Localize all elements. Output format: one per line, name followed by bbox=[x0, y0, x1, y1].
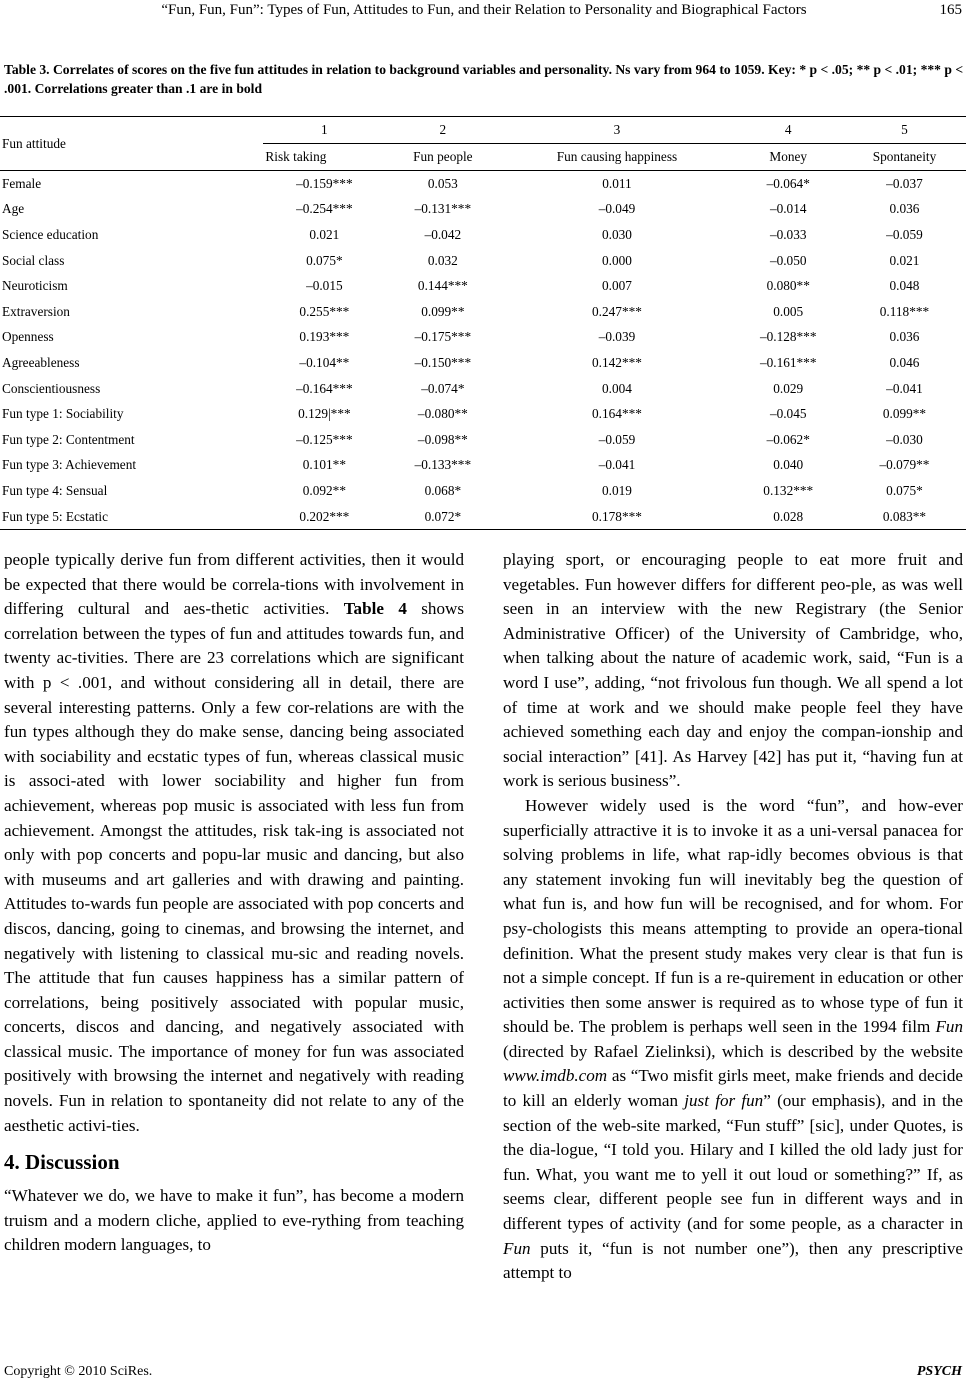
table-cell: 0.178*** bbox=[500, 504, 733, 530]
table-cell: –0.041 bbox=[598, 457, 636, 473]
table-cell: 0.247*** bbox=[592, 303, 642, 319]
text-span: However widely used is the word “fun”, and how-ever superficially attractive it is to invoke it as a uni-versal panacea for solving problems in life, what rap-idly becomes obvious is that any statement invoking fun will inevitably beg the question of what fun is, and how fun will be recognised, and for whom. For psy-chologists this means attempting to provide an opera-tional definition. What the present study makes very clear is that fun is not a simple concept. If fun is a re-quirement in education or other activities then some answer is required as to whose type of fun it should be. The problem is perhaps well seen in the 1994 film bbox=[503, 795, 963, 1037]
table-cell: –0.254*** bbox=[296, 201, 353, 217]
section-heading: 4. Discussion bbox=[4, 1150, 120, 1175]
table-row bbox=[0, 376, 966, 402]
film-title: Fun bbox=[503, 1238, 531, 1258]
table-cell: 0.083** bbox=[843, 504, 966, 530]
col-number: 3 bbox=[500, 117, 733, 144]
table-cell: –0.015 bbox=[306, 278, 343, 294]
col-number: 4 bbox=[734, 117, 843, 144]
correlation-table bbox=[0, 116, 966, 530]
table-cell: 0.099** bbox=[882, 406, 927, 422]
text-span: puts it, “fun is not number one”), then any prescriptive attempt to bbox=[503, 1238, 963, 1283]
row-label: Agreeableness bbox=[2, 354, 80, 370]
table-row bbox=[0, 222, 966, 248]
col-name: Risk taking bbox=[263, 144, 385, 171]
table-cell: 0.144*** bbox=[417, 278, 468, 294]
text-span: shows correlation between the types of fun and attitudes towards fun, and twenty ac-tivities. There are 23 correlations which are significant with p < .001, and without considering all in detail, there are several interesting patterns. Only a few cor-relations are with the fun types although they do make sense, dancing being associated with sociability and ecstatic types of fun, whereas classical music is associ-ated with lower sociability and higher fun from achievement, whereas pop music is associated with less fun from achievement. Amongst the attitudes, risk tak-ing is associated not only with pop concerts and popu-lar music and dancing, but also with museums and art galleries and with drawing and painting. Attitudes to-wards fun people are associated with pop concerts and discos, dancing, going to cinemas, and browsing the internet, and negatively with listening to classical mu-sic and reading novels. The attitude that fun causes happiness has a similar pattern of correlations, being positively associated with popular music, concerts, discos and dancing, and negatively associated with classical music. The importance of money for fun was associated positively with browsing the internet and negatively with reading novels. Fun in relation to spontaneity did not relate to any of the aesthetic activi-ties. bbox=[4, 599, 464, 1135]
text-span: people typically derive fun from different activities, then it would be expected that there would be correla-tions with involvement in differing cultural and aes-thetic activities. bbox=[4, 550, 464, 619]
table-cell: 0.011 bbox=[500, 171, 733, 197]
table-cell: –0.062* bbox=[766, 431, 810, 447]
table-cell: –0.079** bbox=[879, 457, 930, 473]
page-number: 165 bbox=[939, 2, 962, 18]
table-cell: 0.072* bbox=[385, 504, 500, 530]
table-cell: –0.164*** bbox=[296, 380, 353, 396]
table-cell: –0.133*** bbox=[414, 457, 472, 473]
row-label: Fun type 2: Contentment bbox=[2, 431, 135, 447]
table-row bbox=[0, 325, 966, 351]
copyright: Copyright © 2010 SciRes. bbox=[4, 1364, 153, 1379]
paragraph bbox=[4, 548, 464, 1138]
table-cell: –0.050 bbox=[769, 252, 807, 268]
journal-name: PSYCH bbox=[916, 1364, 962, 1379]
table-row bbox=[0, 504, 966, 530]
row-label: Age bbox=[2, 201, 25, 217]
col-number: 2 bbox=[385, 117, 500, 144]
row-label: Female bbox=[0, 171, 263, 197]
table-caption: Table 3. Correlates of scores on the five fun attitudes in relation to background variables and personality. Ns vary from 964 to 1059. Key: * p < .05; ** p < .01; *** p < .001. Correlations greater than .1 are in bold bbox=[4, 62, 964, 96]
table-row bbox=[0, 197, 966, 223]
table-cell: –0.074* bbox=[421, 380, 465, 396]
table-cell: 0.193*** bbox=[299, 329, 350, 345]
table-cell: –0.131*** bbox=[414, 201, 472, 217]
table-row bbox=[0, 273, 966, 299]
table-cell: –0.030 bbox=[886, 431, 923, 447]
col-number: 1 bbox=[263, 117, 385, 144]
left-column bbox=[4, 548, 464, 1258]
table-cell: –0.080** bbox=[417, 406, 468, 422]
table-cell: 0.000 bbox=[602, 252, 632, 268]
table-cell: –0.039 bbox=[598, 329, 636, 345]
col-number: 5 bbox=[843, 117, 966, 144]
table-cell: –0.150*** bbox=[414, 354, 472, 370]
table-row bbox=[0, 171, 966, 197]
table-cell: 0.004 bbox=[602, 380, 632, 396]
row-label: Science education bbox=[2, 226, 99, 242]
table-cell: 0.075* bbox=[886, 482, 923, 498]
table-cell: 0.032 bbox=[427, 252, 458, 268]
table-cell: 0.255*** bbox=[299, 303, 350, 319]
table-cell: –0.037 bbox=[843, 171, 966, 197]
table-cell: –0.104** bbox=[299, 354, 350, 370]
table-row bbox=[0, 299, 966, 325]
table-cell: 0.036 bbox=[889, 329, 920, 345]
table-cell: 0.099** bbox=[421, 303, 465, 319]
col-name: Fun people bbox=[385, 144, 500, 171]
table-cell: –0.161*** bbox=[759, 354, 817, 370]
col-name: Spontaneity bbox=[843, 144, 966, 171]
row-label: Fun type 4: Sensual bbox=[2, 482, 108, 498]
table-cell: –0.128*** bbox=[759, 329, 817, 345]
table-cell: 0.040 bbox=[773, 457, 804, 473]
table-cell: –0.033 bbox=[769, 226, 807, 242]
table-cell: –0.045 bbox=[769, 406, 807, 422]
table-row bbox=[0, 401, 966, 427]
table-cell: 0.142*** bbox=[592, 354, 642, 370]
table-cell: 0.029 bbox=[773, 380, 804, 396]
table-cell: 0.021 bbox=[889, 252, 920, 268]
table-cell: 0.092** bbox=[302, 482, 346, 498]
text-span: as “Two misfit girls meet, make friends and decide to kill an elderly woman bbox=[503, 1066, 963, 1111]
text-span: (directed by Rafael Zielinksi), which is described by the website bbox=[503, 1041, 963, 1061]
table-cell: –0.125*** bbox=[296, 431, 353, 447]
paragraph: playing sport, or encouraging people to eat more fruit and vegetables. Fun however differs for different peo-ple, as was well seen in an interview with the new Registrary (the Senior Administrative Officer) of the University of Cambridge, who, when talking about the nature of academic work, said, “Fun is a word I use”, adding, “not frivolous fun though. We all spend a lot of time at work and we should make people feel they have achieved something each day and enjoy the compan-ionship and social interaction” [41]. As Harvey [42] has put it, “having fun at work is serious business”. bbox=[503, 550, 963, 791]
table-cell: 0.068* bbox=[424, 482, 462, 498]
table-body bbox=[0, 171, 966, 530]
table-row bbox=[0, 478, 966, 504]
table-cell: 0.019 bbox=[602, 482, 632, 498]
paragraph: “Whatever we do, we have to make it fun”, has become a modern truism and a modern cliche, applied to eve-rything from teaching children modern languages, to bbox=[4, 1186, 464, 1255]
table-cell: –0.041 bbox=[886, 380, 923, 396]
row-label: Extraversion bbox=[2, 303, 70, 319]
website-link[interactable]: www.imdb.com bbox=[503, 1066, 608, 1086]
table-cell: 0.101** bbox=[302, 457, 346, 473]
table-cell: 0.129|*** bbox=[298, 406, 351, 422]
table-cell: –0.175*** bbox=[414, 329, 472, 345]
table-cell: 0.075* bbox=[306, 252, 343, 268]
table-row bbox=[0, 350, 966, 376]
table-cell: 0.080** bbox=[766, 278, 810, 294]
table-cell: 0.118*** bbox=[879, 303, 930, 319]
table-cell: –0.059 bbox=[598, 431, 636, 447]
row-label: Fun type 1: Sociability bbox=[2, 406, 124, 422]
text-span: ” (our emphasis), and in the section of the web-site marked, “Fun stuff” [sic], under Quotes, is the dia-logue, “I told you. Hilary and I killed the old lady just for fun. What, you want me to yell it out loud or something?” If, as seems clear, different people see fun in different ways and in different types of activity (and for some people, as a character in bbox=[503, 1091, 963, 1234]
table-cell: 0.007 bbox=[602, 278, 632, 294]
row-label: Neuroticism bbox=[2, 278, 68, 294]
table-cell: 0.132*** bbox=[763, 482, 814, 498]
table-row bbox=[0, 248, 966, 274]
right-column bbox=[503, 548, 963, 1286]
row-label: Openness bbox=[2, 329, 54, 345]
table-cell: 0.046 bbox=[889, 354, 920, 370]
col-name: Fun causing happiness bbox=[500, 144, 733, 171]
row-header: Fun attitude bbox=[0, 117, 263, 171]
row-label: Social class bbox=[2, 252, 65, 268]
table-cell: 0.021 bbox=[309, 226, 340, 242]
table-cell: 0.005 bbox=[773, 303, 804, 319]
table-row bbox=[0, 453, 966, 479]
table-reference-link[interactable]: Table 4 bbox=[343, 599, 407, 619]
running-title: “Fun, Fun, Fun”: Types of Fun, Attitudes to Fun, and their Relation to Personality and Biographical Factors bbox=[161, 2, 807, 18]
table-cell: –0.014 bbox=[769, 201, 807, 217]
film-title: Fun bbox=[935, 1017, 963, 1037]
row-label: Conscientiousness bbox=[2, 380, 101, 396]
table-cell: 0.048 bbox=[889, 278, 920, 294]
table-cell: –0.098** bbox=[417, 431, 468, 447]
table-cell: 0.053 bbox=[385, 171, 500, 197]
paragraph bbox=[503, 794, 963, 1286]
col-name: Money bbox=[734, 144, 843, 171]
row-label: Fun type 5: Ecstatic bbox=[0, 504, 263, 530]
table-cell: 0.036 bbox=[889, 201, 920, 217]
table-cell: 0.030 bbox=[602, 226, 632, 242]
table-cell: –0.059 bbox=[886, 226, 923, 242]
emphasis: just for fun bbox=[684, 1091, 764, 1111]
table-cell: 0.164*** bbox=[592, 406, 642, 422]
table-cell: –0.042 bbox=[424, 226, 462, 242]
table-cell: 0.028 bbox=[734, 504, 843, 530]
table-cell: –0.159*** bbox=[263, 171, 385, 197]
row-label: Fun type 3: Achievement bbox=[2, 457, 137, 473]
table-row bbox=[0, 427, 966, 453]
table-cell: 0.202*** bbox=[263, 504, 385, 530]
table-cell: –0.049 bbox=[598, 201, 636, 217]
table-cell: –0.064* bbox=[734, 171, 843, 197]
